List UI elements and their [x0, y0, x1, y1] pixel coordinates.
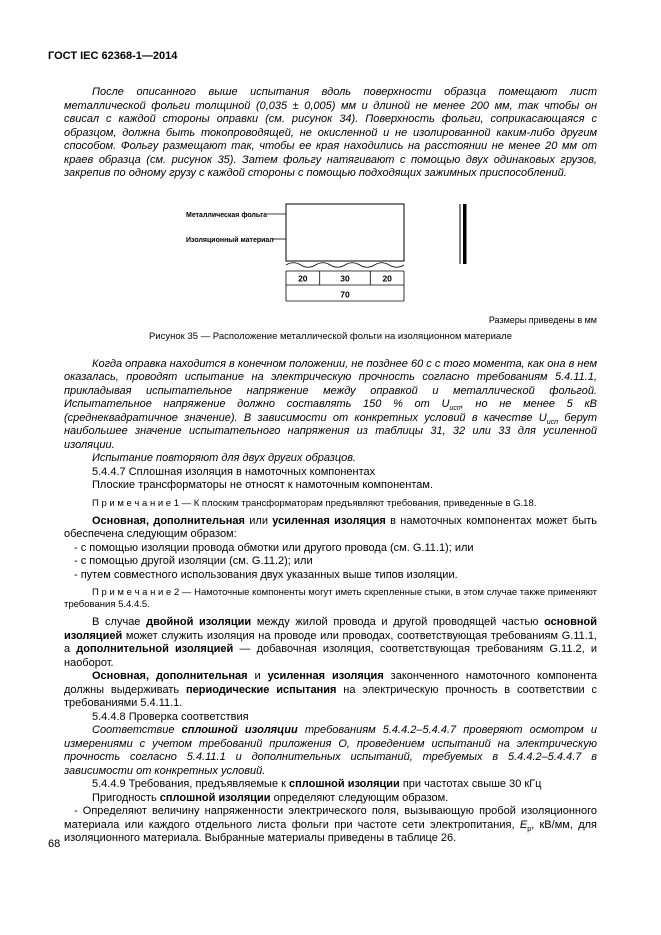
text-run: двойной изоляции: [146, 616, 252, 628]
list-item: [64, 569, 597, 583]
text-run: Основная, дополнительная: [92, 514, 245, 527]
figure-units-note: Размеры приведены в мм: [488, 314, 597, 325]
text-run: 5.4.4.9 Требования, предъявляемые к: [92, 778, 290, 790]
dim-right: 20: [381, 273, 392, 283]
text-run: периодические испытания: [185, 683, 337, 696]
text-run: на электрическую прочность в соответствии с требованиями 5.4.11.1.: [64, 683, 597, 709]
text-run: дополнительной изоляцией: [76, 643, 234, 655]
text-run: В случае: [92, 616, 147, 628]
figure-35-diagram: [181, 201, 481, 306]
text-run: Когда оправка находится в конечном положении, не позднее 60 с с того момента, как она в нем оказалась, проводят испытание на электрическую прочность согласно требованиям 5.4.11.1, прикладывая испытательное напряжение между оправкой и металлической фольгой. Испытательное напряжение должно составлять 150 % от U: [64, 357, 597, 410]
text-run: берут наибольшее значение испытательного напряжения из таблицы 31, 32 или 33 для усиленной изоляции.: [64, 411, 597, 451]
figure-caption: Рисунок 35 — Расположение металлической фольги на изоляционном материале: [148, 330, 513, 342]
paragraph: [64, 792, 597, 806]
text-run: , но не менее 5 кВ (среднеквадратичное значение). В зависимости от конкретных условий в качестве U: [64, 398, 597, 424]
text-run: , кВ/мм, для изоляционного материала. Выбранные материалы приведены в таблице 26.: [64, 818, 597, 844]
dim-left: 20: [297, 273, 308, 283]
note: [64, 498, 597, 510]
body-column: [64, 86, 597, 846]
content-after-figure: [64, 358, 597, 846]
page-number: 68: [48, 838, 61, 850]
text-run: определяют следующим образом.: [270, 791, 449, 804]
running-header: ГОСТ IEC 62368-1—2014: [48, 50, 178, 62]
text-run: исп: [546, 418, 558, 426]
text-run: Испытание повторяют для двух других образцов.: [92, 452, 357, 464]
text-run: законченного намоточного компонента должны выдерживать: [64, 670, 598, 696]
text-run: требованиям 5.4.4.2–5.4.4.7 проверяют осмотром и измерениями с учетом требований приложения O, проведением испытаний на электрическую прочность согласно 5.4.11.1 и дополнительных испытаний, требуемых в 5.4.4.2–5.4.4.7 в зависимости от конкретных условий.: [64, 724, 597, 777]
figure-label-insulation: Изоляционный материал: [185, 236, 274, 244]
text-run: E: [519, 818, 528, 831]
paragraph: [64, 452, 597, 466]
clause-heading: [64, 778, 597, 792]
text-run: сплошной изоляции: [181, 724, 298, 736]
text-run: между жилой провода и другой проводящей частью: [251, 616, 545, 628]
foil-side-view-bar: [463, 204, 467, 264]
text-run: П р и м е ч а н и е 2 — Намоточные компоненты могут иметь скрепленные стыки, в этом случае также применяют требования 5.4.4.5.: [64, 587, 597, 610]
clause-heading: [64, 711, 597, 725]
note: [64, 587, 597, 611]
text-run: П р и м е ч а н и е 1 — К плоским трансформаторам предъявляют требования, приведенные в G.18.: [92, 497, 537, 509]
paragraph: [64, 86, 597, 181]
dim-middle: 30: [339, 273, 350, 283]
text-run: сплошной изоляции: [159, 791, 271, 804]
text-run: Основная, дополнительная: [92, 670, 248, 682]
text-run: - Определяют величину напряженности электрического поля, вызывающую пробой изоляционного материала или каждого отдельного листа фольги при частоте сети электропитания,: [64, 805, 597, 831]
clause-heading: [64, 466, 597, 480]
text-run: исп: [449, 405, 461, 413]
text-run: Соответствие: [92, 724, 182, 736]
text-run: р: [527, 825, 532, 833]
text-run: Пригодность: [92, 791, 160, 804]
text-run: 5.4.4.8 Проверка соответствия: [92, 710, 249, 723]
text-run: сплошной изоляции: [289, 778, 400, 790]
text-run: Плоские трансформаторы не относят к намоточным компонентам.: [92, 479, 434, 491]
document-page: [48, 50, 598, 850]
figure-35: [64, 201, 597, 342]
figure-label-foil: Металлическая фольга: [185, 211, 267, 219]
text-run: - путем совместного использования двух указанных выше типов изоляции.: [74, 568, 458, 581]
text-run: 5.4.4.7 Сплошная изоляция в намоточных компонентах: [92, 465, 376, 478]
text-run: - с помощью изоляции провода обмотки или другого провода (см. G.11.1); или: [74, 541, 474, 554]
paragraph: [64, 515, 597, 542]
text-run: После описанного выше испытания вдоль поверхности образца помещают лист металлической фольги толщиной (0,035 ± 0,005) мм и длиной не менее 200 мм, так чтобы он свисал с каждой стороны оправки (см. рисунок 34). Поверхность фольги, соприкасающаяся с образцом, должна быть токопроводящей, не окисленной и не изолированной каким-либо другим способом. Фольгу размещают так, чтобы ее края находились на расстоянии не менее 20 мм от краев образца (см. рисунок 35). Затем фольгу натягивают с помощью двух одинаковых грузов, закрепив по одному грузу с каждой стороны с помощью подходящих зажимных приспособлений.: [64, 86, 597, 179]
text-run: усиленная изоляция: [272, 514, 386, 527]
text-run: или: [244, 514, 273, 527]
dim-total: 70: [339, 289, 350, 299]
content-before-figure: [64, 86, 597, 181]
list-item: [64, 542, 597, 556]
sample-outline: [286, 204, 404, 261]
text-run: может служить изоляция на проводе или проводах, соответствующая требованиям G.11.1, а: [64, 629, 597, 655]
list-item: [64, 805, 597, 846]
break-line: [286, 262, 404, 267]
text-run: при частотах свыше 30 кГц: [399, 778, 542, 790]
text-run: и: [247, 670, 268, 682]
text-run: основной изоляцией: [64, 616, 598, 642]
paragraph: [64, 670, 597, 711]
text-run: в намоточных компонентах может быть обеспечена следующим образом:: [64, 514, 597, 540]
paragraph: [64, 616, 597, 670]
text-run: - с помощью другой изоляции (см. G.11.2); или: [74, 555, 313, 567]
paragraph: [64, 479, 597, 493]
text-run: усиленная изоляция: [267, 670, 384, 682]
paragraph: [64, 358, 597, 453]
text-run: — добавочная изоляция, соответствующая требованиям G.11.2, и наоборот.: [64, 643, 597, 669]
list-item: [64, 555, 597, 569]
paragraph: [64, 724, 597, 778]
